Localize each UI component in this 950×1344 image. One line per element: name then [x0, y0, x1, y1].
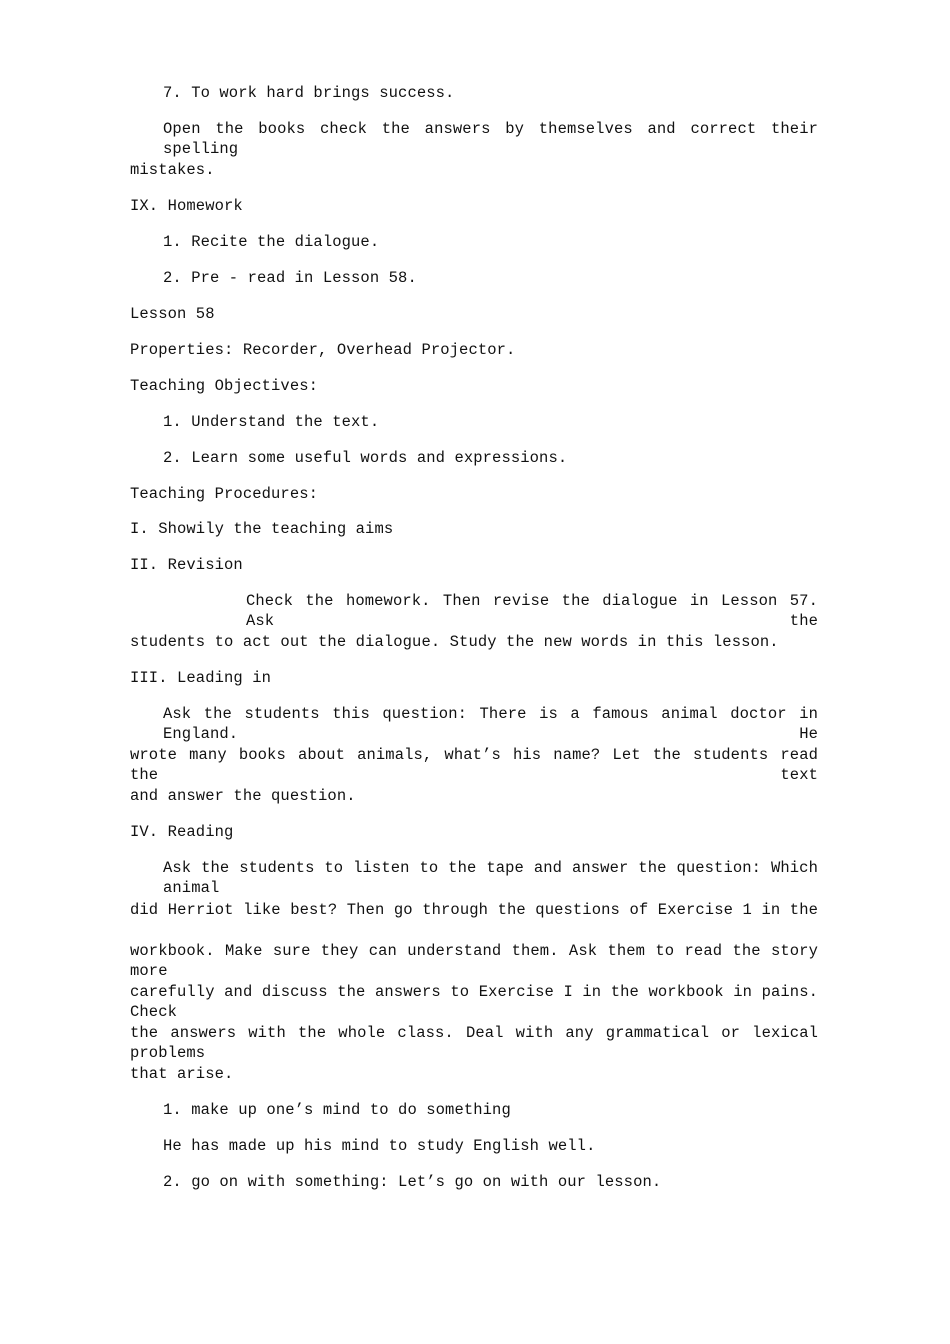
- text-line: did Herriot like best? Then go through the questions of Exercise 1 in the: [130, 901, 818, 919]
- text-line: workbook. Make sure they can understand them. Ask them to read the story more: [130, 942, 818, 980]
- section-heading: IX. Homework: [130, 197, 243, 215]
- text-line: Ask the students this question: There is a famous animal doctor in England. He: [163, 705, 818, 743]
- text-line: that arise.: [130, 1065, 234, 1083]
- text-line: 7. To work hard brings success.: [163, 84, 455, 102]
- text-line: He has made up his mind to study English well.: [163, 1137, 596, 1155]
- text-line: wrote many books about animals, what’s his name? Let the students read the text: [130, 746, 818, 784]
- lesson-title: Lesson 58: [130, 305, 215, 323]
- text-line: students to act out the dialogue. Study the new words in this lesson.: [130, 633, 779, 651]
- text-line: carefully and discuss the answers to Exercise I in the workbook in pains. Check: [130, 983, 818, 1021]
- text-line: 2. Learn some useful words and expressions.: [163, 449, 568, 467]
- text-line: 1. Recite the dialogue.: [163, 233, 380, 251]
- text-line: Check the homework. Then revise the dialogue in Lesson 57. Ask the: [246, 592, 818, 630]
- text-line: Teaching Objectives:: [130, 377, 319, 395]
- text-line: 1. make up one’s mind to do something: [163, 1101, 511, 1119]
- text-line: mistakes.: [130, 161, 215, 179]
- text-line: Teaching Procedures:: [130, 485, 319, 503]
- text-line: 1. Understand the text.: [163, 413, 380, 431]
- section-heading: IV. Reading: [130, 823, 234, 841]
- text-line: Open the books check the answers by themselves and correct their spelling: [163, 120, 818, 158]
- text-line: 2. go on with something: Let’s go on with our lesson.: [163, 1173, 662, 1191]
- text-line: and answer the question.: [130, 787, 356, 805]
- text-line: the answers with the whole class. Deal with any grammatical or lexical problems: [130, 1024, 818, 1062]
- section-heading: II. Revision: [130, 556, 243, 574]
- text-line: Properties: Recorder, Overhead Projector.: [130, 341, 516, 359]
- text-line: Ask the students to listen to the tape and answer the question: Which animal: [163, 859, 818, 897]
- section-heading: I. Showily the teaching aims: [130, 520, 394, 538]
- text-line: 2. Pre - read in Lesson 58.: [163, 269, 417, 287]
- section-heading: III. Leading in: [130, 669, 272, 687]
